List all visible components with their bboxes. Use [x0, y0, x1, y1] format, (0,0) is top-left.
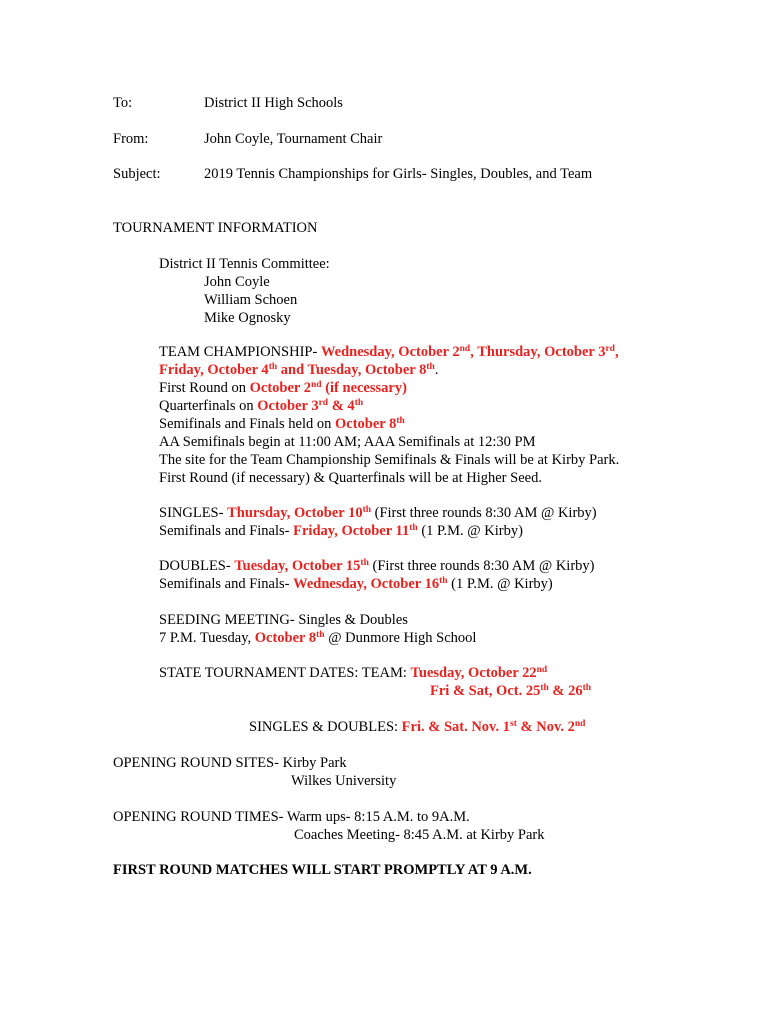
opening-sites-line: OPENING ROUND SITES- Kirby Park [113, 755, 347, 771]
to-label: To: [113, 95, 133, 111]
seeding-meeting-line: SEEDING MEETING- Singles & Doubles [159, 612, 408, 628]
committee-member: John Coyle [204, 274, 270, 290]
state-team-weekend: Fri & Sat, Oct. 25th & 26th [430, 683, 592, 699]
state-singles-doubles-line: SINGLES & DOUBLES: Fri. & Sat. Nov. 1st & Nov. 2nd [249, 719, 586, 735]
subject-value: 2019 Tennis Championships for Girls- Singles, Doubles, and Team [204, 166, 593, 182]
section-heading: TOURNAMENT INFORMATION [113, 220, 318, 236]
first-round-line: First Round on October 2nd (if necessary) [159, 380, 407, 396]
seeding-meeting-time: 7 P.M. Tuesday, October 8th @ Dunmore High School [159, 630, 477, 646]
doubles-line: DOUBLES- Tuesday, October 15th (First three rounds 8:30 AM @ Kirby) [159, 558, 595, 574]
committee-label: District II Tennis Committee: [159, 256, 330, 272]
opening-sites-second: Wilkes University [291, 773, 397, 789]
from-value: John Coyle, Tournament Chair [204, 131, 383, 147]
opening-times-line: OPENING ROUND TIMES- Warm ups- 8:15 A.M. to 9A.M. [113, 809, 470, 825]
committee-member: William Schoen [204, 292, 298, 308]
team-championship-dates: Friday, October 4th and Tuesday, October 8th. [159, 362, 439, 378]
doubles-semifinals-line: Semifinals and Finals- Wednesday, October 16th (1 P.M. @ Kirby) [159, 576, 553, 592]
committee-member: Mike Ognosky [204, 310, 291, 326]
to-value: District II High Schools [204, 95, 343, 111]
start-notice: FIRST ROUND MATCHES WILL START PROMPTLY AT 9 A.M. [113, 862, 532, 878]
subject-label: Subject: [113, 166, 161, 182]
semifinal-times-line: AA Semifinals begin at 11:00 AM; AAA Semifinals at 12:30 PM [159, 434, 536, 450]
singles-line: SINGLES- Thursday, October 10th (First three rounds 8:30 AM @ Kirby) [159, 505, 597, 521]
coaches-meeting-line: Coaches Meeting- 8:45 A.M. at Kirby Park [294, 827, 545, 843]
higher-seed-line: First Round (if necessary) & Quarterfinals will be at Higher Seed. [159, 470, 542, 486]
from-label: From: [113, 131, 149, 147]
state-team-line: STATE TOURNAMENT DATES: TEAM: Tuesday, October 22nd [159, 665, 548, 681]
team-site-line: The site for the Team Championship Semifinals & Finals will be at Kirby Park. [159, 452, 620, 468]
semifinals-line: Semifinals and Finals held on October 8th [159, 416, 405, 432]
team-championship-line: TEAM CHAMPIONSHIP- Wednesday, October 2nd, Thursday, October 3rd, [159, 344, 619, 360]
quarterfinals-line: Quarterfinals on October 3rd & 4th [159, 398, 364, 414]
singles-semifinals-line: Semifinals and Finals- Friday, October 11th (1 P.M. @ Kirby) [159, 523, 523, 539]
